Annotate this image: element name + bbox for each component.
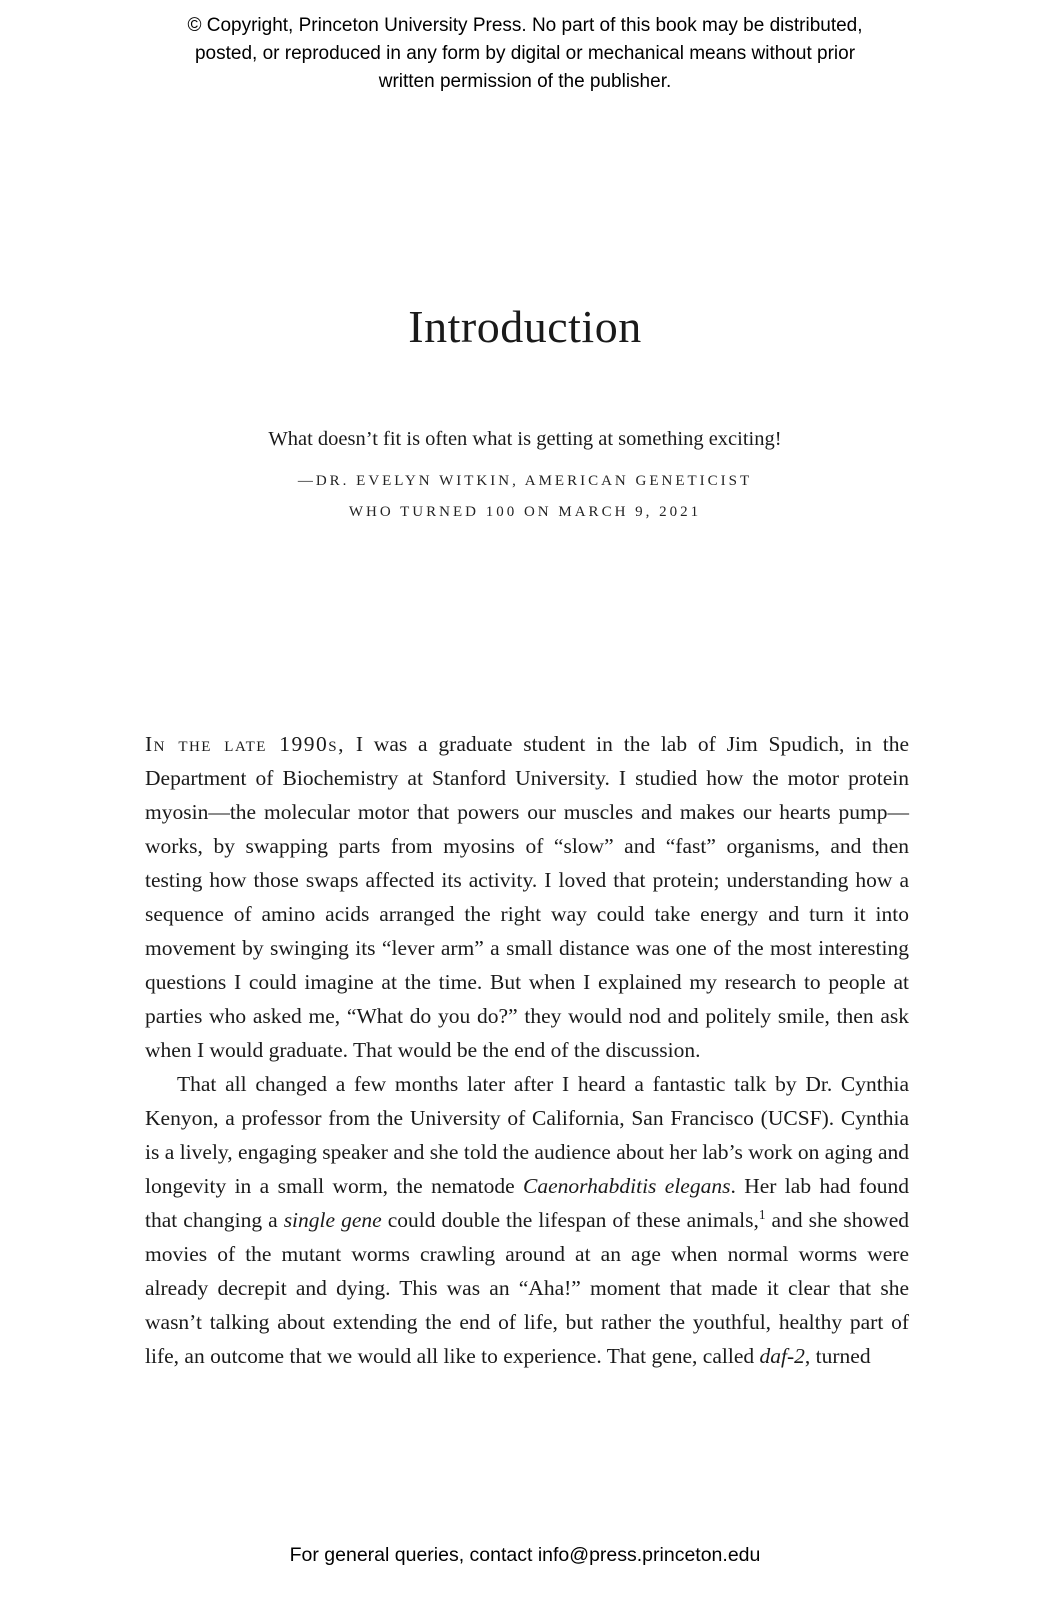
paragraph-2: That all changed a few months later after I heard a fantastic talk by Dr. Cynthia Kenyon, a professor from the University of California, San Francisco (UCSF). Cynthia is a lively, engaging speaker and she told the audience about her lab’s work on aging and longevity in a small worm, the nematode Caenorhabditis elegans. Her lab had found that changing a single gene could double the lifespan of these animals,$^1$ and she showed movies of the mutant worms crawling around at an age when normal worms were already decrepit and dying. This was an “Aha!” moment that made it clear that she wasn’t talking about extending the end of life, but rather the youthful, healthy part of life, an outcome that we would all like to experience. That gene, called daf-2, turned: [145, 1072, 910, 1368]
epigraph-attribution-line2: WHO TURNED 100 ON MARCH 9, 2021: [348, 504, 702, 520]
copyright-notice: © Copyright, Princeton University Press. No part of this book may be distributed, posted, or reproduced in any form by digital or mechanical means without prior written permission of the publisher.: [187, 15, 863, 92]
epigraph-quote: What doesn’t fit is often what is getting at something exciting!: [268, 428, 782, 450]
epigraph: [0, 424, 1050, 528]
footer-contact-line: For general queries, contact info@press.princeton.edu: [289, 1544, 761, 1566]
epigraph-attribution-line1: —DR. EVELYN WITKIN, AMERICAN GENETICIST: [297, 473, 753, 489]
paragraph-1: In the late 1990s, I was a graduate student in the lab of Jim Spudich, in the Department of Biochemistry at Stanford University. I studied how the motor protein myosin—the molecular motor that powers our muscles and makes our hearts pump—works, by swapping parts from myosins of “slow” and “fast” organisms, and then testing how those swaps affected its activity. I loved that protein; understanding how a sequence of amino acids arranged the right way could take energy and turn it into movement by swinging its “lever arm” a small distance was one of the most interesting questions I could imagine at the time. But when I explained my research to people at parties who asked me, “What do you do?” they would nod and politely smile, then ask when I would graduate. That would be the end of the discussion.: [145, 732, 909, 1062]
chapter-title: Introduction: [408, 301, 642, 352]
body-text: [145, 727, 909, 1373]
